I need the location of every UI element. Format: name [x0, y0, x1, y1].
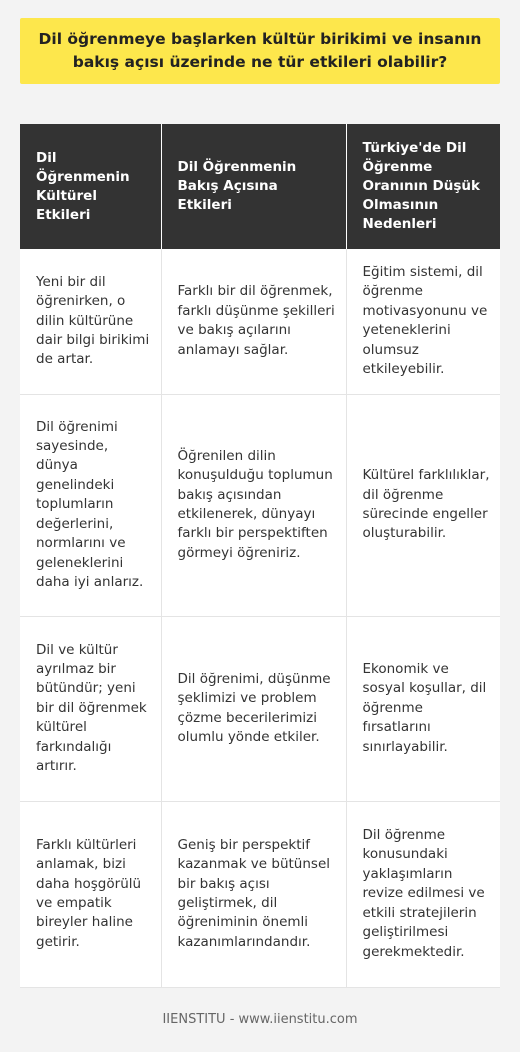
table-cell: Geniş bir perspektif kazanmak ve bütünsel bir bakış açısı geliştirmek, dil öğreniminin önemli kazanımlarındandır. — [161, 801, 346, 987]
table-header-row — [20, 124, 500, 249]
table-row — [20, 801, 500, 987]
column-header-cultural-effects: Dil Öğrenmenin Kültürel Etkileri — [20, 124, 161, 249]
table-cell: Dil öğrenme konusundaki yaklaşımların revize edilmesi ve etkili stratejilerin geliştirilmesi gerekmektedir. — [346, 801, 500, 987]
table-cell: Yeni bir dil öğrenirken, o dilin kültürüne dair bilgi birikimi de artar. — [20, 249, 161, 394]
table-cell: Dil öğrenimi, düşünme şeklimizi ve problem çözme becerilerimizi olumlu yönde etkiler. — [161, 616, 346, 801]
table-cell: Eğitim sistemi, dil öğrenme motivasyonunu ve yeteneklerini olumsuz etkileyebilir. — [346, 249, 500, 394]
title-banner — [20, 18, 500, 84]
footer-credit: IIENSTITU - www.iienstitu.com — [162, 1012, 358, 1027]
page-title: Dil öğrenmeye başlarken kültür birikimi ve insanın bakış açısı üzerinde ne tür etkileri olabilir? — [38, 30, 482, 71]
table-cell: Kültürel farklılıklar, dil öğrenme sürecinde engeller oluşturabilir. — [346, 394, 500, 616]
comparison-table — [20, 124, 500, 988]
table-cell: Farklı bir dil öğrenmek, farklı düşünme şekilleri ve bakış açılarını anlamayı sağlar. — [161, 249, 346, 394]
table-row — [20, 249, 500, 394]
column-header-perspective-effects: Dil Öğrenmenin Bakış Açısına Etkileri — [161, 124, 346, 249]
table-cell: Ekonomik ve sosyal koşullar, dil öğrenme fırsatlarını sınırlayabilir. — [346, 616, 500, 801]
table-cell: Öğrenilen dilin konuşulduğu toplumun bakış açısından etkilenerek, dünyayı farklı bir perspektiften görmeyi öğreniriz. — [161, 394, 346, 616]
column-header-low-rate-reasons: Türkiye'de Dil Öğrenme Oranının Düşük Olmasının Nedenleri — [346, 124, 500, 249]
table-cell: Dil ve kültür ayrılmaz bir bütündür; yeni bir dil öğrenmek kültürel farkındalığı artırır. — [20, 616, 161, 801]
table-row — [20, 616, 500, 801]
table-cell: Farklı kültürleri anlamak, bizi daha hoşgörülü ve empatik bireyler haline getirir. — [20, 801, 161, 987]
table-row — [20, 394, 500, 616]
table-cell: Dil öğrenimi sayesinde, dünya genelindeki toplumların değerlerini, normlarını ve geleneklerini daha iyi anlarız. — [20, 394, 161, 616]
